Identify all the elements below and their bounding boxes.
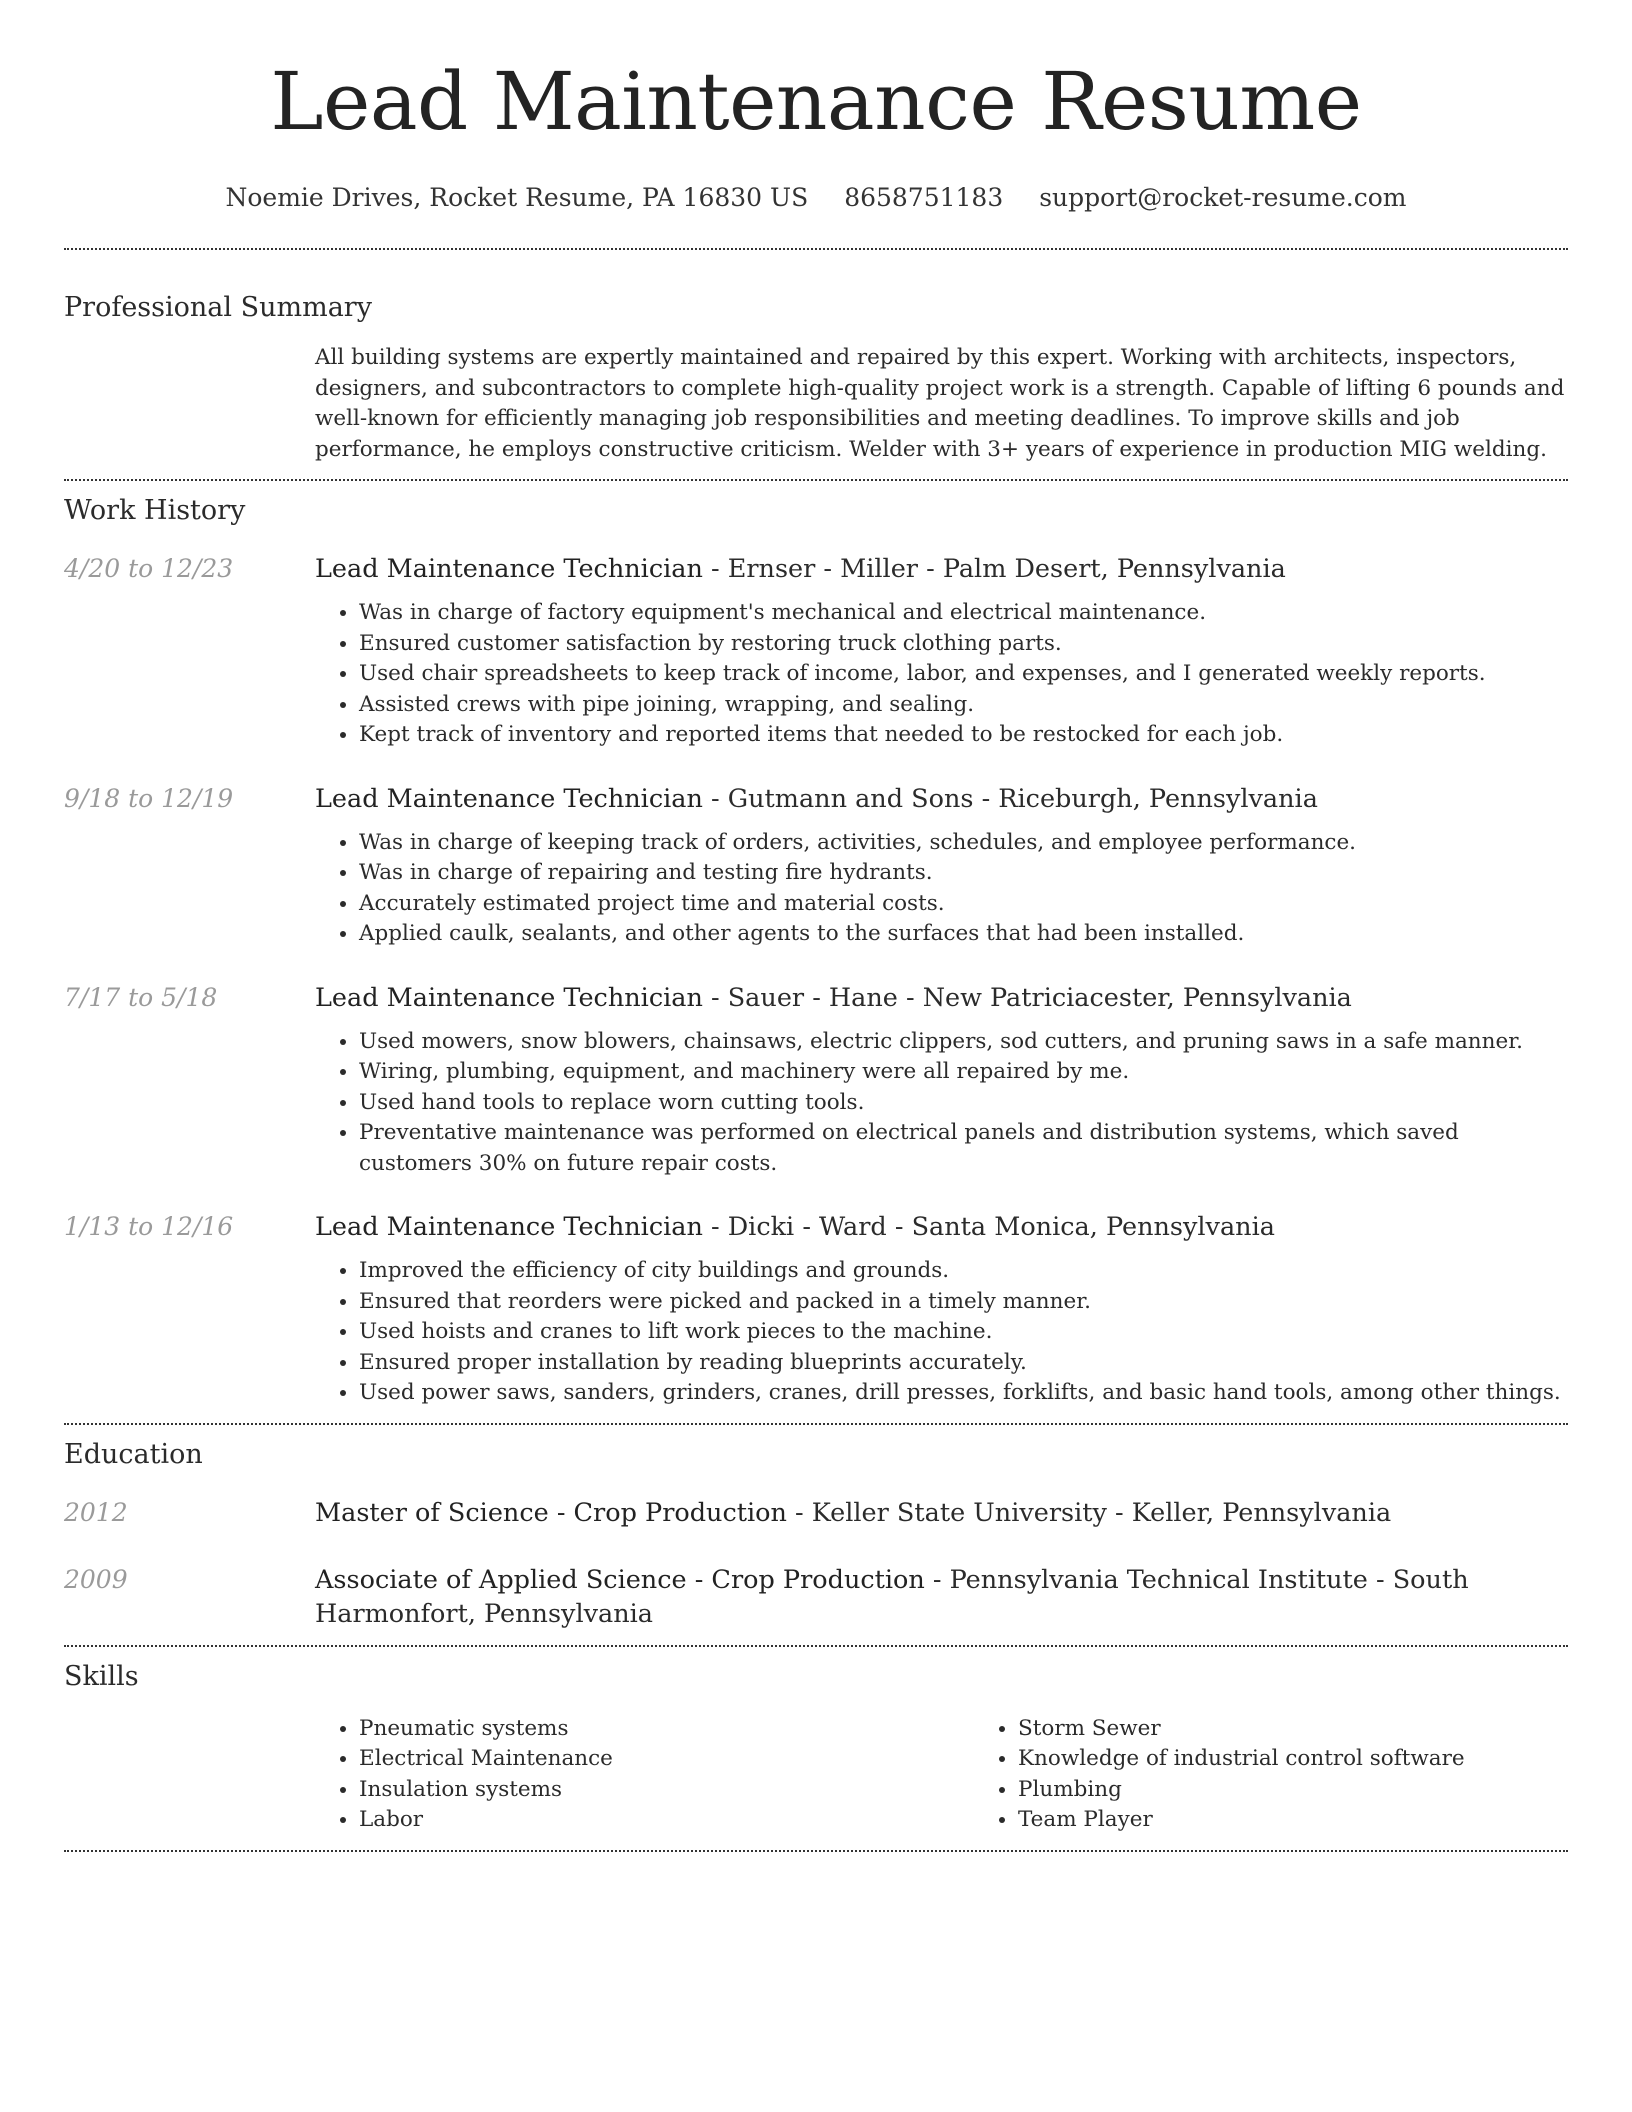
job-dates: 7/17 to 5/18 [64,982,218,1012]
list-item: • Used power saws, sanders, grinders, cranes, drill presses, forklifts, and basic hand tools, among other things. [359,1378,1568,1409]
job-entry [64,552,1568,751]
job-heading [315,981,1568,1015]
education-school: - Keller State University - Keller, Pennsylvania [786,1497,1392,1528]
list-item: • Kept track of inventory and reported items that needed to be restocked for each job. [359,720,1568,751]
education-entry [64,1563,1568,1631]
job-role: Lead Maintenance Technician [315,1212,703,1242]
job-heading [315,782,1568,816]
education-school: - Pennsylvania Technical Institute - South Harmonfort, Pennsylvania [315,1564,1469,1629]
job-role: Lead Maintenance Technician [315,554,703,584]
job-entry [64,1210,1568,1409]
education-entry [64,1496,1568,1530]
list-item: • Used chair spreadsheets to keep track of income, labor, and expenses, and I generated weekly reports. [359,659,1568,690]
list-item: • Was in charge of factory equipment's mechanical and electrical maintenance. [359,598,1568,629]
contact-line [64,182,1568,214]
education-heading [315,1496,1568,1530]
job-heading [315,552,1568,586]
list-item: • Accurately estimated project time and material costs. [359,889,1568,920]
resume-title: Lead Maintenance Resume [270,55,1362,148]
list-item: • Used hand tools to replace worn cutting tools. [359,1088,1568,1119]
job-employer: - Gutmann and Sons - Riceburgh, Pennsylvania [702,783,1318,814]
skill-item: • Insulation systems [359,1775,974,1806]
divider [64,1850,1568,1852]
list-item: • Improved the efficiency of city buildings and grounds. [359,1256,1568,1287]
job-employer: - Dicki - Ward - Santa Monica, Pennsylvania [702,1212,1275,1242]
list-item: • Ensured proper installation by reading blueprints accurately. [359,1348,1568,1379]
education-year: 2009 [64,1564,128,1594]
job-heading [315,1210,1568,1244]
job-bullets [315,598,1568,751]
list-item: • Wiring, plumbing, equipment, and machinery were all repaired by me. [359,1057,1568,1088]
section-title-summary: Professional Summary [64,292,372,323]
skills-column-left [315,1714,974,1836]
divider [64,479,1568,481]
job-bullets [315,828,1568,950]
list-item: • Was in charge of keeping track of orders, activities, schedules, and employee performance. [359,828,1568,859]
list-item: • Used hoists and cranes to lift work pieces to the machine. [359,1317,1568,1348]
skills-column-right [974,1714,1632,1836]
skill-item: • Plumbing [1018,1775,1632,1806]
list-item: • Applied caulk, sealants, and other agents to the surfaces that had been installed. [359,919,1568,950]
contact-email: support@rocket-resume.com [1039,183,1407,212]
education-year: 2012 [64,1497,128,1527]
section-title-skills: Skills [64,1660,139,1692]
job-employer: - Ernser - Miller - Palm Desert, Pennsylvania [702,554,1286,584]
skill-item: • Team Player [1018,1805,1632,1836]
list-item: • Ensured that reorders were picked and packed in a timely manner. [359,1287,1568,1318]
list-item: • Preventative maintenance was performed on electrical panels and distribution systems, which saved customers 30% on future repair costs. [359,1118,1568,1179]
job-entry [64,981,1568,1180]
divider [64,1645,1568,1647]
section-title-work-history: Work History [64,495,246,526]
skills-row [64,1714,1568,1836]
education-degree: Associate of Applied Science - Crop Production [315,1564,925,1595]
list-item: • Assisted crews with pipe joining, wrapping, and sealing. [359,690,1568,721]
skill-item: • Electrical Maintenance [359,1744,974,1775]
contact-address: Noemie Drives, Rocket Resume, PA 16830 US [225,183,809,212]
list-item: • Was in charge of repairing and testing fire hydrants. [359,858,1568,889]
job-dates: 1/13 to 12/16 [64,1212,234,1241]
education-heading [315,1563,1568,1631]
job-dates: 4/20 to 12/23 [64,554,234,583]
job-dates: 9/18 to 12/19 [64,783,234,813]
skills-list [315,1714,1632,1836]
job-bullets [315,1027,1568,1180]
skill-item: • Storm Sewer [1018,1714,1632,1745]
list-item: • Ensured customer satisfaction by restoring truck clothing parts. [359,629,1568,660]
education-degree: Master of Science - Crop Production [315,1497,787,1528]
job-role: Lead Maintenance Technician [315,783,703,814]
list-item: • Used mowers, snow blowers, chainsaws, electric clippers, sod cutters, and pruning saws in a safe manner. [359,1027,1568,1058]
summary-row [64,343,1568,465]
job-employer: - Sauer - Hane - New Patriciacester, Pennsylvania [702,982,1352,1013]
job-bullets [315,1256,1568,1409]
job-entry [64,782,1568,950]
skill-item: • Labor [359,1805,974,1836]
skill-item: • Pneumatic systems [359,1714,974,1745]
skill-item: • Knowledge of industrial control software [1018,1744,1632,1775]
divider [64,1423,1568,1425]
job-role: Lead Maintenance Technician [315,982,703,1013]
contact-phone: 8658751183 [844,183,1004,212]
section-title-education: Education [64,1438,203,1470]
summary-text: All building systems are expertly maintained and repaired by this expert. Working with architects, inspectors, designers, and subcontractors to complete high-quality project work is a strength. Capable of lifting 6 pounds and well-known for efficiently managing job responsibilities and meeting deadlines. To improve skills and job performance, he employs constructive criticism. Welder with 3+ years of experience in production MIG welding. [315,345,1565,462]
divider [64,248,1568,250]
